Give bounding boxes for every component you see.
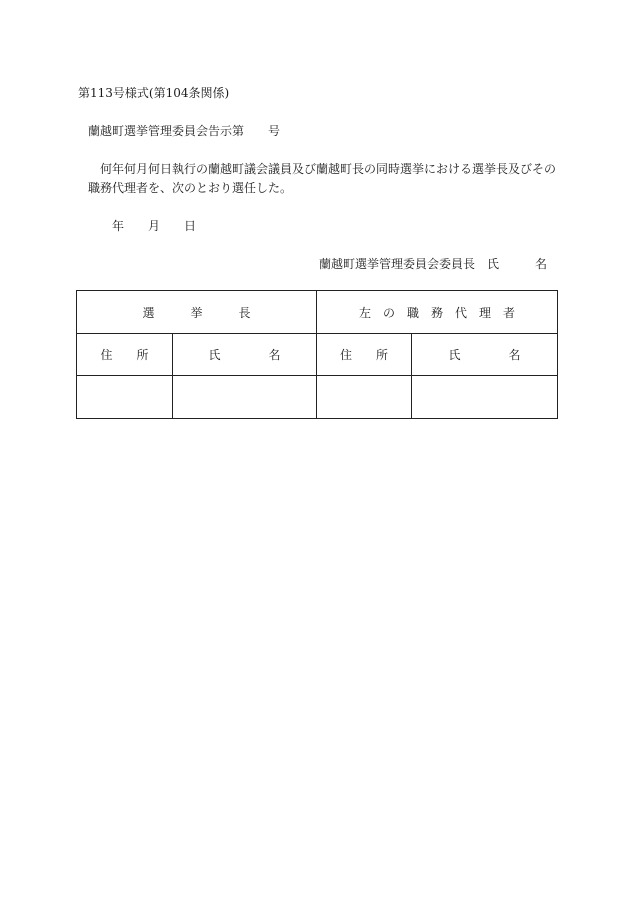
date-month: 月 [148,219,161,233]
chief-address-header: 住 所 [77,334,173,376]
form-number: 第113号様式(第104条関係) [78,86,230,100]
table-header-row [77,291,558,334]
chairperson-signature: 蘭越町選挙管理委員会委員長 氏 名 [319,257,548,271]
table-row [77,376,558,419]
date-day: 日 [184,219,197,233]
election-officer-table [76,290,558,419]
deputy-address-cell [317,376,412,419]
notice-body-line-2: 職務代理者を、次のとおり選任した。 [88,181,293,195]
deputy-address-header: 住 所 [317,334,412,376]
chief-name-cell [173,376,317,419]
chief-name-header: 氏 名 [173,334,317,376]
deputy-name-cell [412,376,558,419]
header-deputy: 左 の 職 務 代 理 者 [317,291,558,334]
table-subheader-row [77,334,558,376]
chief-address-cell [77,376,173,419]
header-election-chief: 選 挙 長 [77,291,317,334]
deputy-name-header: 氏 名 [412,334,558,376]
notice-body [88,160,556,198]
notice-body-line-1: 何年何月何日執行の蘭越町議会議員及び蘭越町長の同時選挙における選挙長及びその [100,162,557,176]
notice-title: 蘭越町選挙管理委員会告示第 号 [88,124,281,138]
date-line [112,217,196,234]
date-year: 年 [112,219,125,233]
